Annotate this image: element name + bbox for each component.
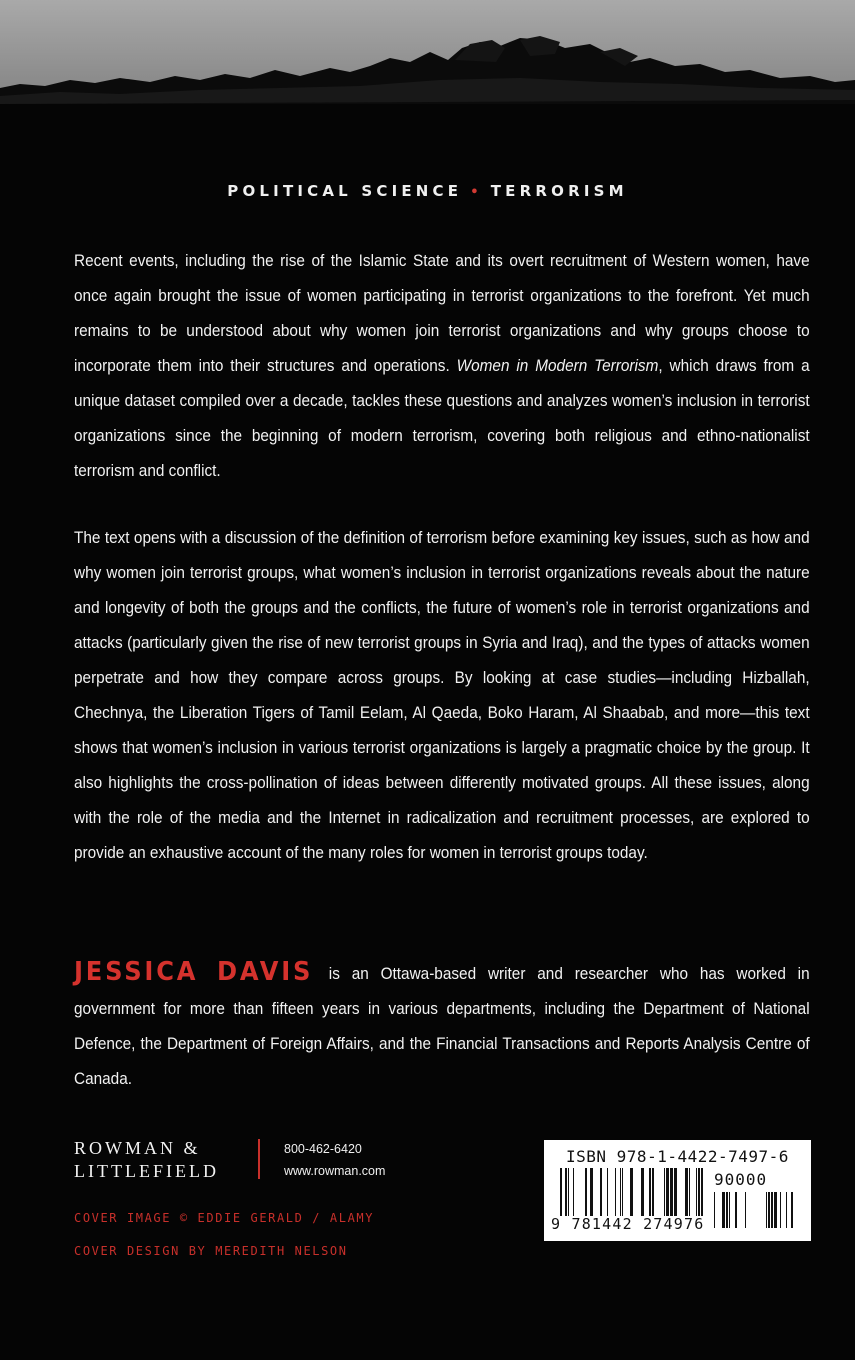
cover-design-credit: COVER DESIGN BY MEREDITH NELSON [74, 1244, 348, 1258]
price-code: 90000 [714, 1170, 768, 1189]
author-bio-text: is an Ottawa-based writer and researcher who has worked in government for more than fifteen years in various departments, including the Department of National Defence, the Department of Foreign Affairs, and the Financial Transactions and Reports Analysis Centre of Canada. [74, 965, 810, 1088]
cover-photo-rubble-skyline [0, 0, 855, 140]
publisher-website: www.rowman.com [284, 1164, 386, 1178]
isbn-label: ISBN 978-1-4422-7497-6 [566, 1147, 789, 1166]
p1-text-b: , which draws from a unique dataset compiled over a decade, tackles these questions and analyzes women’s inclusion in terrorist organizations since the beginning of modern terrorism, covering both religious and ethno-nationalist terrorism and conflict. [74, 357, 810, 480]
description-paragraph-1 [74, 244, 810, 489]
publisher-divider [258, 1139, 260, 1179]
cover-image-credit: COVER IMAGE © EDDIE GERALD / ALAMY [74, 1211, 375, 1225]
book-title: Women in Modern Terrorism [456, 357, 659, 375]
publisher-phone: 800-462-6420 [284, 1142, 362, 1156]
publisher-line-2: LITTLEFIELD [74, 1161, 219, 1181]
isbn-barcode [544, 1140, 811, 1241]
description-paragraph-2: The text opens with a discussion of the definition of terrorism before examining key issues, such as how and why women join terrorist groups, what women’s inclusion in terrorist organizations reveals about the nature and longevity of both the groups and the conflicts, the future of women’s role in terrorist organizations and attacks (particularly given the rise of new terrorist groups in Syria and Iraq), and the types of attacks women perpetrate and how they compare across groups. By looking at case studies—including Hizballah, Chechnya, the Liberation Tigers of Tamil Eelam, Al Qaeda, Boko Haram, Al Shaabab, and more—this text shows that women’s inclusion in various terrorist organizations is largely a pragmatic choice by the group. It also highlights the cross-pollination of ideas between differently motivated groups. All these issues, along with the role of the media and the Internet in radicalization and recruitment processes, are explored to provide an exhaustive account of the many roles for women in terrorist groups today. [74, 529, 810, 862]
category-secondary: TERRORISM [490, 182, 628, 200]
publisher-logo [74, 1137, 219, 1183]
category-primary: POLITICAL SCIENCE [227, 182, 463, 200]
p1-text-a: Recent events, including the rise of the Islamic State and its overt recruitment of Western women, have once again brought the issue of women participating in terrorist organizations to the forefront. Yet much remains to be understood about why women join terrorist organizations and why groups choose to incorporate them into their structures and operations. [74, 252, 810, 375]
publisher-contact [284, 1138, 385, 1182]
author-bio [74, 955, 810, 1097]
category-line [0, 182, 855, 200]
author-name: JESSICA DAVIS [74, 957, 314, 987]
category-separator: • [470, 185, 483, 200]
publisher-line-1: ROWMAN & [74, 1138, 201, 1158]
ean-digits: 9 781442 274976 [551, 1215, 705, 1233]
